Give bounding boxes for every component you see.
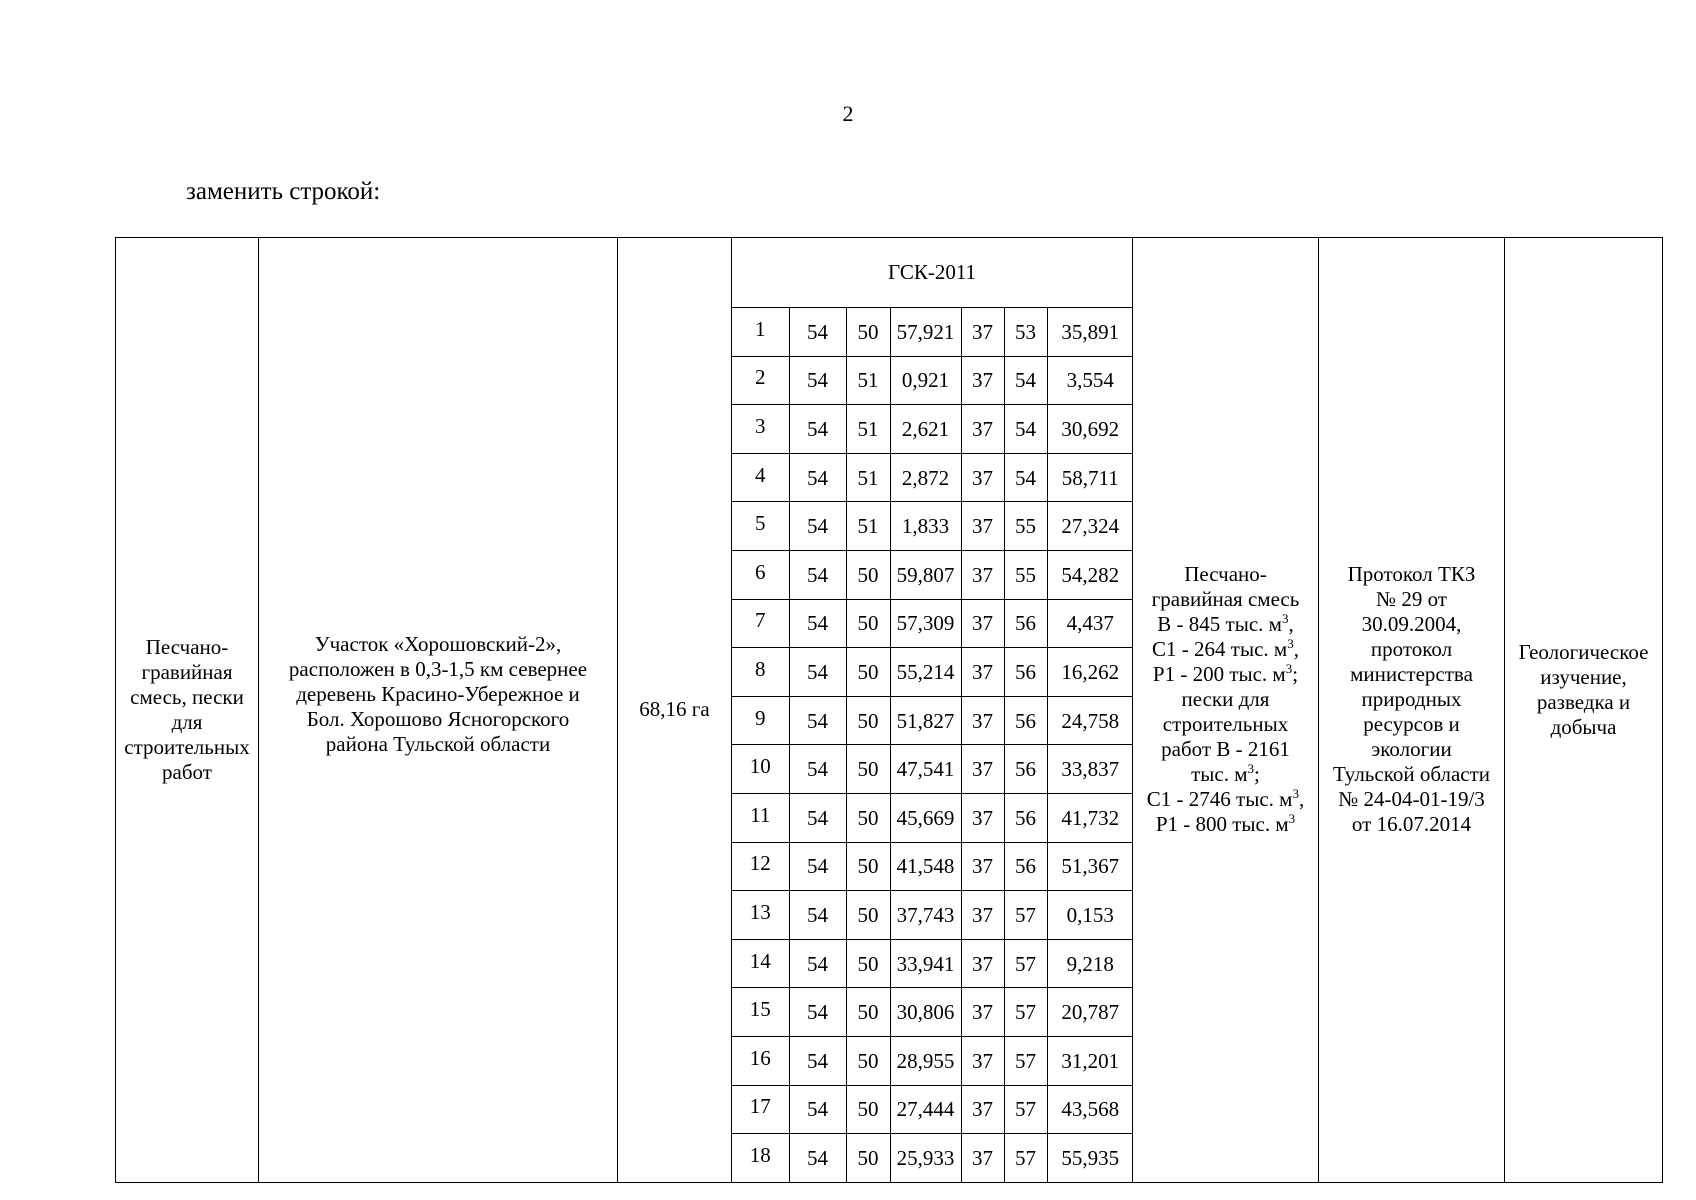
coordinate-value: 50 — [846, 696, 890, 745]
coordinate-value: 59,807 — [890, 550, 961, 599]
coordinate-value: 20,787 — [1047, 988, 1133, 1037]
coordinate-row — [732, 453, 1133, 502]
coordinate-value: 57 — [1004, 891, 1047, 940]
coordinate-value: 41,548 — [890, 842, 961, 891]
coordinate-value: 1,833 — [890, 502, 961, 551]
point-number: 2 — [732, 356, 789, 405]
coordinate-value: 54 — [789, 939, 846, 988]
coordinate-row — [732, 308, 1133, 357]
coordinate-value: 37 — [961, 793, 1004, 842]
coordinate-value: 37 — [961, 502, 1004, 551]
coordinate-value: 54,282 — [1047, 550, 1133, 599]
coordinate-value: 24,758 — [1047, 696, 1133, 745]
coordinate-value: 50 — [846, 745, 890, 794]
coordinate-value: 51,827 — [890, 696, 961, 745]
area-cell: 68,16 га — [618, 238, 732, 1183]
coordinate-value: 37 — [961, 550, 1004, 599]
coordinate-value: 45,669 — [890, 793, 961, 842]
point-number: 11 — [732, 793, 789, 842]
coordinate-value: 55 — [1004, 550, 1047, 599]
coordinate-row — [732, 648, 1133, 697]
coordinate-row — [732, 696, 1133, 745]
coordinate-value: 51,367 — [1047, 842, 1133, 891]
coordinate-value: 57,309 — [890, 599, 961, 648]
coordinate-value: 37 — [961, 1134, 1004, 1182]
coordinate-value: 57 — [1004, 1085, 1047, 1134]
coordinate-value: 56 — [1004, 599, 1047, 648]
coordinate-value: 43,568 — [1047, 1085, 1133, 1134]
coordinate-value: 54 — [789, 1036, 846, 1085]
coordinate-value: 37 — [961, 405, 1004, 454]
coordinate-value: 51 — [846, 453, 890, 502]
coordinate-value: 33,941 — [890, 939, 961, 988]
coordinates-table — [732, 307, 1133, 1182]
coordinate-value: 56 — [1004, 648, 1047, 697]
point-number: 8 — [732, 648, 789, 697]
coordinate-value: 0,921 — [890, 356, 961, 405]
point-number: 15 — [732, 988, 789, 1037]
coordinate-value: 54 — [789, 988, 846, 1037]
coordinate-value: 51 — [846, 502, 890, 551]
coordinate-value: 50 — [846, 842, 890, 891]
protocol-cell: Протокол ТКЗ № 29 от 30.09.2004, протокол министерства природных ресурсов и экологии Тульской области № 24-04-01-19/3 от 16.07.2014 — [1319, 238, 1505, 1183]
coordinate-value: 37 — [961, 745, 1004, 794]
coordinate-value: 56 — [1004, 696, 1047, 745]
point-number: 3 — [732, 405, 789, 454]
coordinate-value: 30,692 — [1047, 405, 1133, 454]
coordinate-value: 54 — [789, 1085, 846, 1134]
coordinate-value: 50 — [846, 793, 890, 842]
coordinate-value: 54 — [789, 842, 846, 891]
coordinate-value: 51 — [846, 356, 890, 405]
coordinate-value: 37 — [961, 308, 1004, 357]
coordinate-value: 50 — [846, 1085, 890, 1134]
location-cell: Участок «Хорошовский-2», расположен в 0,3-1,5 км севернее деревень Красино-Убережное и Бол. Хорошово Ясногорского района Тульской области — [259, 238, 618, 1183]
point-number: 9 — [732, 696, 789, 745]
coordinate-value: 41,732 — [1047, 793, 1133, 842]
coordinate-value: 16,262 — [1047, 648, 1133, 697]
point-number: 13 — [732, 891, 789, 940]
coordinate-value: 54 — [1004, 453, 1047, 502]
page-number: 2 — [842, 101, 854, 126]
coordinate-value: 0,153 — [1047, 891, 1133, 940]
coordinate-row — [732, 502, 1133, 551]
coordinate-value: 54 — [1004, 405, 1047, 454]
coordinate-value: 50 — [846, 599, 890, 648]
point-number: 4 — [732, 453, 789, 502]
coordinate-row — [732, 842, 1133, 891]
coordinate-value: 37 — [961, 696, 1004, 745]
mineral-cell: Песчано- гравийная смесь, пески для строительных работ — [116, 238, 259, 1183]
coordinate-value: 50 — [846, 550, 890, 599]
point-number: 7 — [732, 599, 789, 648]
coordinate-value: 55,214 — [890, 648, 961, 697]
coordinate-value: 28,955 — [890, 1036, 961, 1085]
coordinate-value: 56 — [1004, 842, 1047, 891]
coordinate-value: 54 — [789, 405, 846, 454]
coordinate-row — [732, 550, 1133, 599]
coordinate-value: 57,921 — [890, 308, 961, 357]
coordinate-value: 50 — [846, 939, 890, 988]
coordinate-value: 56 — [1004, 745, 1047, 794]
coordinate-value: 25,933 — [890, 1134, 961, 1182]
coordinate-value: 54 — [789, 793, 846, 842]
coordinate-value: 37 — [961, 1085, 1004, 1134]
coordinate-value: 31,201 — [1047, 1036, 1133, 1085]
coordinate-value: 50 — [846, 1036, 890, 1085]
coordinate-value: 37 — [961, 648, 1004, 697]
coordinate-value: 50 — [846, 1134, 890, 1182]
point-number: 16 — [732, 1036, 789, 1085]
coordinate-value: 4,437 — [1047, 599, 1133, 648]
coordinate-value: 57 — [1004, 1134, 1047, 1182]
license-table — [115, 237, 1663, 1183]
coordinate-value: 37 — [961, 599, 1004, 648]
coordinate-row — [732, 405, 1133, 454]
coordinate-value: 3,554 — [1047, 356, 1133, 405]
coordinate-value: 33,837 — [1047, 745, 1133, 794]
coordinate-row — [732, 1134, 1133, 1182]
point-number: 18 — [732, 1134, 789, 1182]
coordinate-value: 54 — [789, 891, 846, 940]
point-number: 5 — [732, 502, 789, 551]
table-row — [116, 238, 1663, 1183]
coordinate-value: 37 — [961, 891, 1004, 940]
coordinate-value: 54 — [1004, 356, 1047, 405]
coordinate-value: 37 — [961, 1036, 1004, 1085]
coordinate-value: 2,621 — [890, 405, 961, 454]
lead-text: заменить строкой: — [186, 178, 381, 205]
coordinate-value: 54 — [789, 356, 846, 405]
coordinates-cell — [732, 238, 1133, 1183]
coordinate-row — [732, 939, 1133, 988]
coordinate-value: 37 — [961, 988, 1004, 1037]
point-number: 14 — [732, 939, 789, 988]
coordinate-value: 54 — [789, 502, 846, 551]
point-number: 12 — [732, 842, 789, 891]
coordinate-value: 30,806 — [890, 988, 961, 1037]
coordinate-value: 57 — [1004, 1036, 1047, 1085]
coordinate-value: 37 — [961, 356, 1004, 405]
coordinate-value: 54 — [789, 745, 846, 794]
coordinate-value: 55 — [1004, 502, 1047, 551]
coordinate-value: 55,935 — [1047, 1134, 1133, 1182]
coordinate-value: 50 — [846, 891, 890, 940]
point-number: 10 — [732, 745, 789, 794]
purpose-cell: Геологическое изучение, разведка и добыча — [1505, 238, 1663, 1183]
coordinate-value: 50 — [846, 988, 890, 1037]
coordinate-value: 2,872 — [890, 453, 961, 502]
coordinate-value: 35,891 — [1047, 308, 1133, 357]
coordinate-value: 50 — [846, 648, 890, 697]
coordinate-value: 56 — [1004, 793, 1047, 842]
coordinate-value: 37,743 — [890, 891, 961, 940]
coordinate-value: 54 — [789, 1134, 846, 1182]
coordinate-value: 27,444 — [890, 1085, 961, 1134]
point-number: 6 — [732, 550, 789, 599]
coordinate-value: 53 — [1004, 308, 1047, 357]
coordinate-value: 37 — [961, 842, 1004, 891]
coordinate-value: 54 — [789, 696, 846, 745]
point-number: 17 — [732, 1085, 789, 1134]
coordinate-value: 54 — [789, 453, 846, 502]
coordinate-row — [732, 356, 1133, 405]
coordinate-value: 27,324 — [1047, 502, 1133, 551]
coordinate-value: 54 — [789, 308, 846, 357]
coordinate-value: 51 — [846, 405, 890, 454]
coordinate-value: 37 — [961, 453, 1004, 502]
point-number: 1 — [732, 308, 789, 357]
coordinate-row — [732, 988, 1133, 1037]
coordinate-row — [732, 1036, 1133, 1085]
coordinate-row — [732, 599, 1133, 648]
coordinate-value: 57 — [1004, 939, 1047, 988]
coordinate-value: 54 — [789, 599, 846, 648]
coordinate-row — [732, 891, 1133, 940]
coordinate-row — [732, 745, 1133, 794]
reserves-cell: Песчано- гравийная смесь В - 845 тыс. $м^3$, С1 - 264 тыс. $м^3$, Р1 - 200 тыс. $м^3$; пески для строительных работ В - 2161 тыс. $м^3$; С1 - 2746 тыс. $м^3$, Р1 - 800 тыс. $м^3$ — [1133, 238, 1319, 1183]
coordinate-value: 57 — [1004, 988, 1047, 1037]
coordinate-value: 50 — [846, 308, 890, 357]
coordinate-value: 9,218 — [1047, 939, 1133, 988]
coordinate-row — [732, 1085, 1133, 1134]
coordinate-value: 54 — [789, 550, 846, 599]
coordinate-value: 37 — [961, 939, 1004, 988]
coordinate-system-label: ГСК-2011 — [887, 260, 977, 284]
coordinate-value: 54 — [789, 648, 846, 697]
coordinate-value: 58,711 — [1047, 453, 1133, 502]
coordinate-row — [732, 793, 1133, 842]
coordinate-value: 47,541 — [890, 745, 961, 794]
